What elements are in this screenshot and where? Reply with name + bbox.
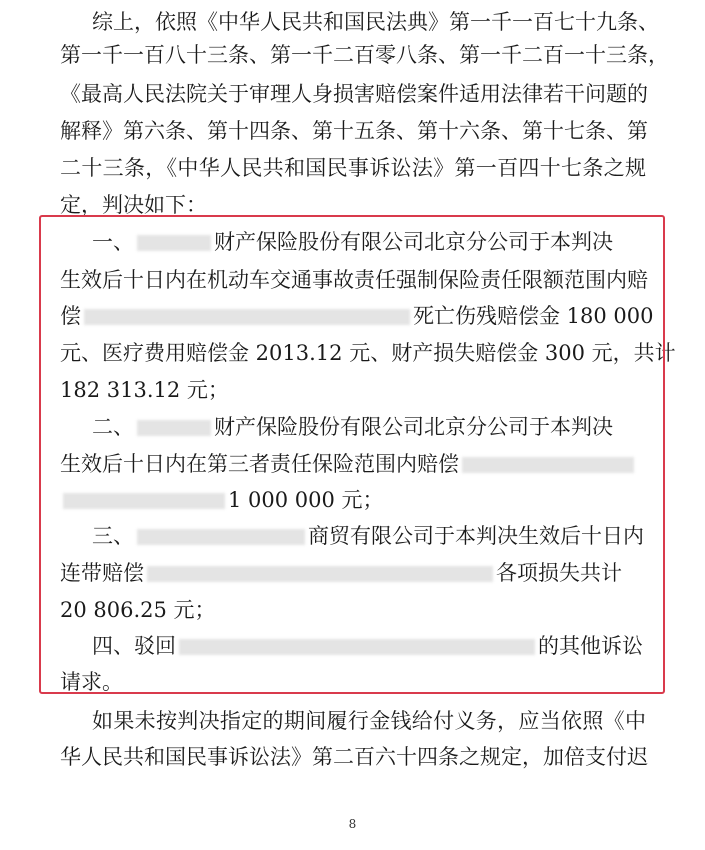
- closing-line-1: 如果未按判决指定的期间履行金钱给付义务，应当依照《中: [92, 709, 646, 733]
- page-number: 8: [348, 817, 357, 831]
- item1-text-3b: 死亡伤残赔偿金 180 000: [413, 304, 654, 328]
- item4-line-2: 请求。: [60, 670, 123, 694]
- item3-number: 三、: [92, 524, 134, 548]
- item1-number: 一、: [92, 230, 134, 254]
- item2-line-3: [60, 486, 384, 514]
- redacted-party-5: [63, 493, 225, 509]
- conclusion-line-4: 解释》第六条、第十四条、第十五条、第十六条、第十七条、第: [60, 119, 648, 143]
- item3-line-1: [92, 522, 644, 550]
- conclusion-line-6: 定，判决如下：: [60, 193, 207, 217]
- item2-text-2: 生效后十日内在第三者责任保险范围内赔偿: [60, 452, 459, 476]
- item2-line-2: [60, 450, 637, 478]
- item4-text-1b: 的其他诉讼: [538, 634, 643, 658]
- conclusion-line-1: 综上，依照《中华人民共和国民法典》第一千一百七十九条、: [92, 10, 659, 34]
- closing-line-2: 华人民共和国民事诉讼法》第二百六十四条之规定，加倍支付迟: [60, 745, 648, 769]
- conclusion-line-3: 《最高人民法院关于审理人身损害赔偿案件适用法律若干问题的: [60, 82, 648, 106]
- item3-line-3: 20 806.25 元；: [60, 598, 216, 622]
- item1-line-5: 182 313.12 元；: [60, 378, 229, 402]
- redacted-party-1: [137, 235, 211, 251]
- item3-line-2: [60, 559, 622, 587]
- redacted-party-2: [84, 309, 410, 325]
- item3-text-2a: 连带赔偿: [60, 561, 144, 585]
- item4-line-1: [92, 632, 643, 660]
- item1-text-3a: 偿: [60, 304, 81, 328]
- item1-line-1: [92, 228, 613, 256]
- item1-line-4: 元、医疗费用赔偿金 2013.12 元、财产损失赔偿金 300 元，共计: [60, 341, 676, 365]
- item2-text-3: 1 000 000 元；: [228, 488, 384, 512]
- conclusion-line-2: 第一千一百八十三条、第一千二百零八条、第一千二百一十三条，: [60, 43, 669, 67]
- conclusion-line-5: 二十三条，《中华人民共和国民事诉讼法》第一百四十七条之规: [60, 156, 646, 180]
- redacted-party-8: [179, 639, 535, 655]
- redacted-party-7: [147, 566, 493, 582]
- item2-line-1: [92, 413, 613, 441]
- item3-text-2b: 各项损失共计: [496, 561, 622, 585]
- item1-line-3: [60, 302, 654, 330]
- redacted-party-4: [462, 457, 634, 473]
- item3-text-1: 商贸有限公司于本判决生效后十日内: [308, 524, 644, 548]
- redacted-party-6: [137, 529, 305, 545]
- redacted-party-3: [137, 420, 211, 436]
- item4-text-1a: 四、驳回: [92, 634, 176, 658]
- item1-line-2: 生效后十日内在机动车交通事故责任强制保险责任限额范围内赔: [60, 268, 648, 292]
- item1-text-1: 财产保险股份有限公司北京分公司于本判决: [214, 230, 613, 254]
- item2-number: 二、: [92, 415, 134, 439]
- item2-text-1: 财产保险股份有限公司北京分公司于本判决: [214, 415, 613, 439]
